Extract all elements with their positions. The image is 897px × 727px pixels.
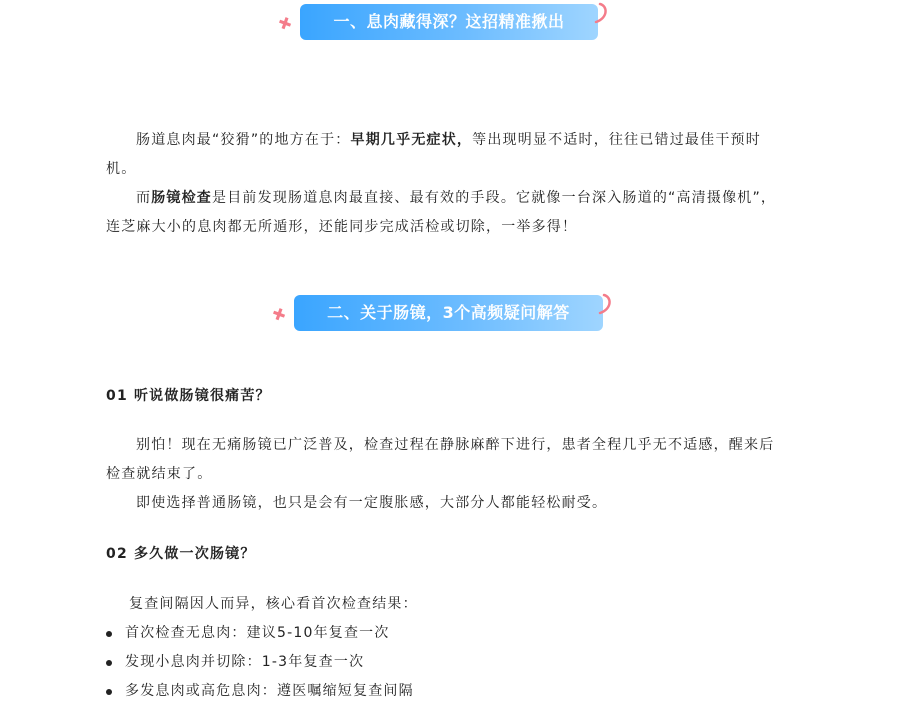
bullet-icon: [106, 631, 112, 637]
section-header-1: [276, 4, 616, 40]
list-item-text: 首次检查无息肉：建议5-10年复查一次: [125, 625, 390, 641]
sparkle-icon: ✚: [275, 12, 295, 35]
text-span: 是目前发现肠道息肉最直接、最有效的手段。它就像一台深入肠道的“高清摄像机”，连芝麻大小的息肉都无所遁形，还能同步完成活检或切除，一举多得！: [106, 190, 777, 235]
text-span: 等出现明显不适时，往往已错过最佳干预时机。: [106, 132, 761, 177]
bold-text: 肠镜检查: [151, 190, 213, 206]
list-item: [106, 677, 414, 706]
question-title-1: 01 听说做肠镜很痛苦？: [106, 388, 271, 404]
section-header-2: [270, 295, 620, 331]
list-item-text: 多发息肉或高危息肉：遵医嘱缩短复查间隔: [125, 683, 414, 699]
paragraph-polyp-hidden: [106, 126, 782, 184]
text-span: 肠道息肉最“狡猾”的地方在于：: [136, 132, 351, 148]
list-item: [106, 648, 414, 677]
text-span: 而: [136, 190, 152, 206]
section-title-1: 一、息肉藏得深？这招精准揪出: [300, 4, 598, 40]
paragraph-painless: 别怕！现在无痛肠镜已广泛普及，检查过程在静脉麻醉下进行，患者全程几乎无不适感，醒来后检查就结束了。: [106, 437, 775, 482]
bullet-icon: [106, 660, 112, 666]
question-title-2: 02 多久做一次肠镜？: [106, 546, 256, 562]
list-item-text: 发现小息肉并切除：1-3年复查一次: [125, 654, 365, 670]
interval-bullet-list: [106, 619, 414, 706]
paragraph-interval-intro: 复查间隔因人而异，核心看首次检查结果：: [129, 596, 418, 612]
curl-decoration-icon: [598, 293, 612, 315]
sparkle-icon: ✚: [269, 303, 289, 326]
section-title-2: 二、关于肠镜，3个高频疑问解答: [294, 295, 603, 331]
paragraph-normal-scope: 即使选择普通肠镜，也只是会有一定腹胀感，大部分人都能轻松耐受。: [136, 495, 608, 511]
curl-decoration-icon: [594, 2, 608, 24]
paragraph-colonoscopy-intro: [106, 184, 782, 242]
bullet-icon: [106, 689, 112, 695]
bold-text: 早期几乎无症状，: [350, 132, 473, 148]
list-item: [106, 619, 414, 648]
